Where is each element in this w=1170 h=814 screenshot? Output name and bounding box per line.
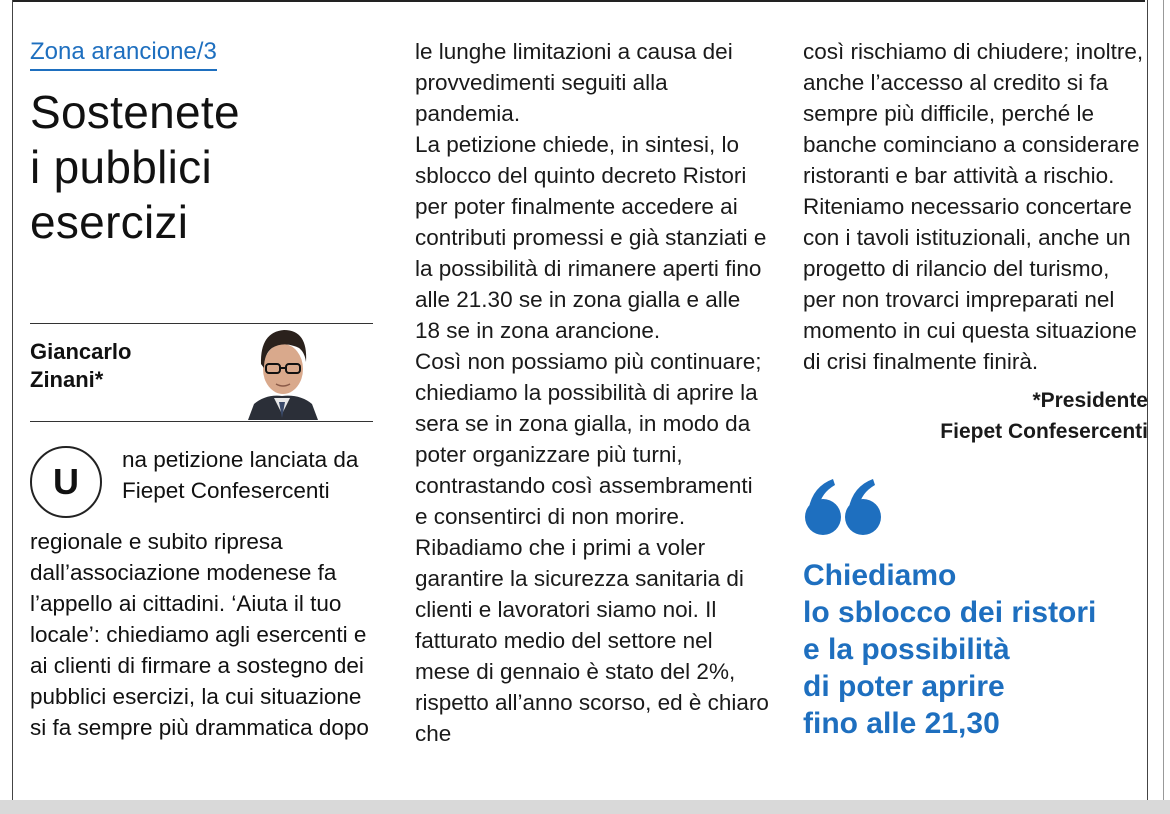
headline-line: i pubblici: [30, 141, 212, 193]
paragraph: così rischiamo di chiudere; inoltre, anche l’accesso al credito si fa sempre più difficile, perché le banche cominciano a considerare ristoranti e bar attività a rischio.: [803, 39, 1144, 188]
lead-text: na petizione lanciata da Fiepet Confesercenti: [122, 447, 359, 503]
author-portrait: [246, 324, 318, 420]
author-line: Zinani*: [30, 367, 104, 392]
pull-quote-line: Chiediamo: [803, 559, 957, 592]
quote-marks-icon: [803, 477, 1148, 549]
author-name: [30, 338, 131, 394]
signature: [803, 385, 1148, 447]
lead-paragraph: [30, 442, 375, 743]
paragraph: Riteniamo necessario concertare con i tavoli istituzionali, anche un progetto di rilancio del turismo, per non trovarci impreparati nel momento in cui questa situazione di crisi finalmente finirà.: [803, 194, 1137, 374]
pull-quote-line: fino alle 21,30: [803, 707, 1000, 740]
signature-line: Fiepet Confesercenti: [940, 420, 1148, 443]
pull-quote-line: e la possibilità: [803, 633, 1010, 666]
headline: [30, 85, 375, 250]
column-2: [415, 36, 770, 749]
headline-line: Sostenete: [30, 86, 240, 138]
author-line: Giancarlo: [30, 339, 132, 364]
frame-edge: [1163, 0, 1164, 800]
paragraph: Così non possiamo più continuare; chiediamo la possibilità di aprire la sera se in zona gialla, in modo da poter organizzare più turni, contrastando così assembramenti e consentirci di non morire. Ribadiamo che i primi a voler garantire la sicurezza sanitaria di clienti e lavoratori siamo noi. Il fatturato medio del settore nel mese di gennaio è stato del 2%, rispetto all’anno scorso, ed è chiaro che: [415, 349, 769, 746]
column-3: [803, 36, 1148, 742]
byline: [30, 323, 373, 422]
pull-quote-line: di poter aprire: [803, 670, 1005, 703]
signature-line: *Presidente: [1032, 389, 1148, 412]
pull-quote-line: lo sblocco dei ristori: [803, 596, 1097, 629]
section-kicker: Zona arancione/3: [30, 37, 217, 71]
pull-quote: [803, 557, 1148, 742]
dropcap: U: [30, 446, 102, 518]
top-rule: [12, 0, 1145, 2]
paragraph: La petizione chiede, in sintesi, lo sblocco del quinto decreto Ristori per poter finalmente accedere ai contributi promessi e già stanziati e la possibilità di rimanere aperti fino alle 21.30 se in zona gialla e alle 18 se in zona arancione.: [415, 132, 767, 343]
headline-line: esercizi: [30, 196, 189, 248]
body-text-col1: regionale e subito ripresa dall’associazione modenese fa l’appello ai cittadini. ‘Aiuta il tuo locale’: chiediamo agli esercenti e ai clienti di firmare a sostegno dei pubblici esercizi, la cui situazione si fa sempre più drammatica dopo: [30, 529, 369, 740]
column-1: [30, 36, 375, 250]
paragraph: le lunghe limitazioni a causa dei provvedimenti seguiti alla pandemia.: [415, 39, 733, 126]
left-rule: [12, 0, 13, 800]
